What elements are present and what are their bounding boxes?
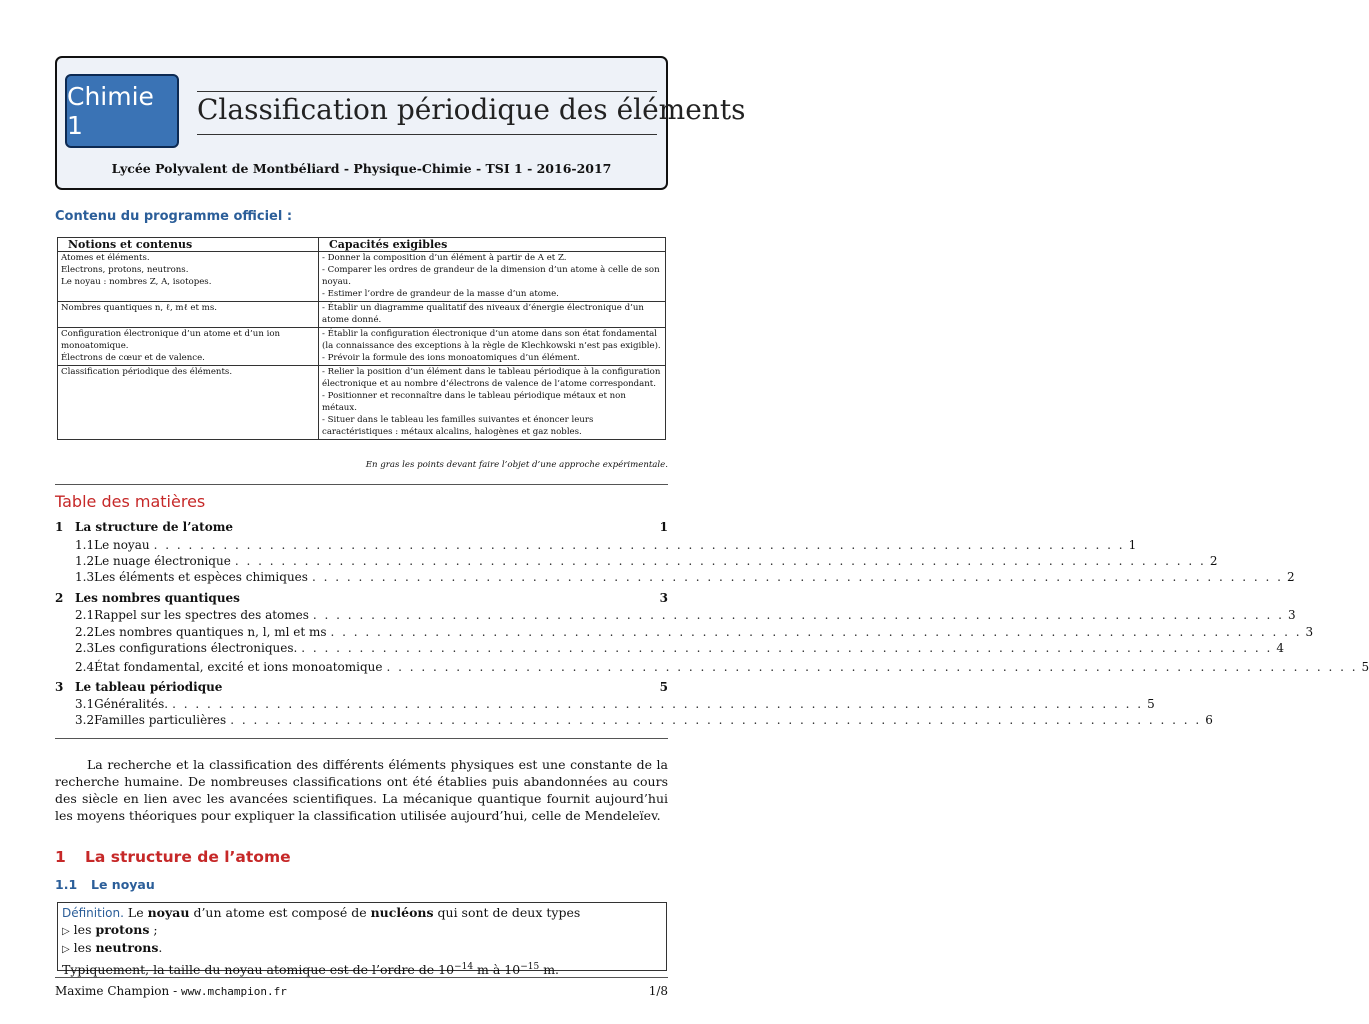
- toc-number: 2.1: [75, 608, 95, 622]
- toc-title: La structure de l’atome: [75, 520, 234, 534]
- page-number: 1/8: [648, 984, 668, 998]
- definition-keyword: Définition.: [62, 906, 124, 920]
- bullet-text: les: [69, 940, 96, 955]
- definition-text: qui sont de deux types: [433, 905, 581, 920]
- bullet-item: [62, 940, 662, 959]
- bullet-item: [62, 922, 662, 941]
- exponent: −14: [454, 961, 474, 972]
- column-header: Capacités exigibles: [319, 238, 666, 252]
- bullet-text: .: [158, 940, 163, 955]
- exponent: −15: [520, 961, 540, 972]
- toc-page: 4: [1276, 641, 1284, 655]
- divider: [55, 738, 668, 739]
- toc-leader: . . . . . . . . . . . . . . . . . . . . . . . . . . . . . . . . . . . . . . . . . . . . . . . . . . . . . . . . . . . . . . . . . . . . . . . . . . . . . . . . . . . .: [153, 538, 1125, 552]
- cell-line: Atomes et éléments.: [61, 253, 150, 263]
- table-cell: [319, 328, 666, 366]
- title-rule: [197, 134, 657, 135]
- toc-title: Familles particulières: [94, 713, 227, 727]
- table-row: [58, 366, 666, 440]
- toc-leader: . . . . . . . . . . . . . . . . . . . . . . . . . . . . . . . . . . . . . . . . . . . . . . . . . . . . . . . . . . . . . . . . . . . . . . . . . . . . . . . . . . . .: [311, 570, 1283, 584]
- toc-number: 3: [55, 680, 64, 694]
- toc-page: 3: [659, 591, 668, 605]
- cell-line: - Prévoir la formule des ions monoatomiques d’un élément.: [322, 353, 580, 363]
- toc-title: Les nombres quantiques n, l, ml et ms: [94, 625, 327, 639]
- definition-line: [62, 905, 662, 922]
- divider: [55, 484, 668, 485]
- toc-title: Les éléments et espèces chimiques: [94, 570, 308, 584]
- definition-text: Le: [123, 905, 148, 920]
- toc-leader: . . . . . . . . . . . . . . . . . . . . . . . . . . . . . . . . . . . . . . . . . . . . . . . . . . . . . . . . . . . . . . . . . . . . . . . . . . . . . . . . . . . .: [312, 608, 1284, 622]
- bullet-text: ;: [149, 921, 158, 937]
- toc-subsection[interactable]: [75, 697, 1155, 711]
- toc-leader: . . . . . . . . . . . . . . . . . . . . . . . . . . . . . . . . . . . . . . . . . . . . . . . . . . . . . . . . . . . . . . . . . . . . . . . . . . . . . . . . . . . .: [172, 697, 1144, 711]
- cell-line: Nombres quantiques n, ℓ, mℓ et ms.: [61, 303, 217, 313]
- website-link[interactable]: www.mchampion.fr: [180, 985, 287, 998]
- table-cell: [58, 302, 319, 328]
- definition-term: noyau: [147, 905, 190, 920]
- cell-line: - Relier la position d’un élément dans le tableau périodique à la configuration électronique et au nombre d’électrons de valence de l’atome correspondant.: [322, 367, 661, 389]
- toc-title: Les configurations électroniques.: [94, 641, 298, 655]
- toc-number: 1.1: [75, 538, 95, 552]
- toc-number: 2.2: [75, 625, 95, 639]
- definition-text: m à 10: [473, 961, 521, 977]
- bullet-text: les: [69, 921, 96, 937]
- toc-leader: . . . . . . . . . . . . . . . . . . . . . . . . . . . . . . . . . . . . . . . . . . . . . . . . . . . . . . . . . . . . . . . . . . . . . . . . . . . . . . . . . . . .: [234, 554, 1206, 568]
- page-title: Classification périodique des éléments: [197, 93, 746, 126]
- toc-number: 1.2: [75, 554, 95, 568]
- title-rule: [197, 91, 657, 92]
- programme-table: [57, 237, 666, 440]
- toc-leader: . . . . . . . . . . . . . . . . . . . . . . . . . . . . . . . . . . . . . . . . . . . . . . . . . . . . . . . . . . . . . . . . . . . . . . . . . . . . . . . . . . . .: [230, 713, 1202, 727]
- toc-subsection[interactable]: [75, 554, 1218, 568]
- toc-title: Le nuage électronique: [94, 554, 231, 568]
- toc-title: État fondamental, excité et ions monoatomique: [94, 660, 383, 674]
- toc-subsection[interactable]: [75, 538, 1137, 552]
- toc-number: 3.1: [75, 697, 95, 711]
- toc-heading: Table des matières: [55, 492, 206, 511]
- cell-line: - Estimer l’ordre de grandeur de la masse d’un atome.: [322, 289, 559, 299]
- cell-line: Classification périodique des éléments.: [61, 367, 233, 377]
- toc-number: 2.3: [75, 641, 95, 655]
- toc-number: 3.2: [75, 713, 95, 727]
- toc-title: Les nombres quantiques: [75, 591, 240, 605]
- cell-line: - Donner la composition d’un élément à partir de A et Z.: [322, 253, 567, 263]
- toc-subsection[interactable]: [75, 570, 1295, 584]
- toc-section[interactable]: [55, 680, 668, 694]
- table-cell: [319, 252, 666, 302]
- intro-paragraph: La recherche et la classification des différents éléments physiques est une constante de la recherche humaine. De nombreuses classifications ont été établies puis abandonnées au cours des siècle en lien avec les avancées scientifiques. La mécanique quantique fournit aujourd’hui les moyens théoriques pour expliquer la classification utilisée aujourd’hui, celle de Mendeleïev.: [55, 757, 668, 823]
- section-heading: [55, 848, 291, 866]
- cell-line: Électrons de cœur et de valence.: [61, 353, 205, 363]
- toc-title: Généralités.: [94, 697, 169, 711]
- bullet-term: protons: [95, 921, 150, 937]
- toc-subsection[interactable]: [75, 660, 1369, 674]
- toc-subsection[interactable]: [75, 625, 1314, 639]
- table-cell: [319, 366, 666, 440]
- toc-leader: . . . . . . . . . . . . . . . . . . . . . . . . . . . . . . . . . . . . . . . . . . . . . . . . . . . . . . . . . . . . . . . . . . . . . . . . . . . . . . . . . . . .: [301, 641, 1273, 655]
- toc-leader: . . . . . . . . . . . . . . . . . . . . . . . . . . . . . . . . . . . . . . . . . . . . . . . . . . . . . . . . . . . . . . . . . . . . . . . . . . . . . . . . . . . .: [386, 660, 1358, 674]
- cell-line: - Comparer les ordres de grandeur de la dimension d’un atome à celle de son noyau.: [322, 265, 660, 287]
- table-header-row: [58, 238, 666, 252]
- cell-line: - Positionner et reconnaître dans le tableau périodique métaux et non métaux.: [322, 391, 626, 413]
- toc-page: 5: [659, 680, 668, 694]
- toc-page: 2: [1286, 570, 1295, 584]
- footer-author: [55, 984, 287, 998]
- toc-page: 5: [1361, 660, 1369, 674]
- bullet-marker: ▷: [62, 944, 70, 955]
- subsection-number: 1.1: [55, 877, 78, 892]
- table-row: [58, 302, 666, 328]
- toc-number: 1.3: [75, 570, 95, 584]
- section-title: La structure de l’atome: [85, 848, 291, 866]
- toc-page: 2: [1209, 554, 1218, 568]
- cell-line: - Établir un diagramme qualitatif des niveaux d’énergie électronique d’un atome donné.: [322, 303, 644, 325]
- toc-subsection[interactable]: [75, 713, 1213, 727]
- programme-heading: Contenu du programme officiel :: [55, 209, 293, 224]
- toc-title: Le tableau périodique: [75, 680, 223, 694]
- toc-page: 1: [1128, 538, 1137, 552]
- author-name: Maxime Champion -: [55, 984, 181, 998]
- footer-divider: [55, 977, 668, 978]
- cell-line: - Situer dans le tableau les familles suivantes et énoncer leurs caractéristiques : métaux alcalins, halogènes et gaz nobles.: [322, 415, 594, 437]
- toc-page: 1: [659, 520, 668, 534]
- column-header: Notions et contenus: [58, 238, 319, 252]
- table-cell: [58, 366, 319, 440]
- toc-leader: . . . . . . . . . . . . . . . . . . . . . . . . . . . . . . . . . . . . . . . . . . . . . . . . . . . . . . . . . . . . . . . . . . . . . . . . . . . . . . . . . . . .: [330, 625, 1302, 639]
- cell-line: Electrons, protons, neutrons.: [61, 265, 189, 275]
- toc-section[interactable]: [55, 591, 668, 605]
- toc-page: 5: [1147, 697, 1155, 711]
- toc-section[interactable]: [55, 520, 668, 534]
- cell-line: Le noyau : nombres Z, A, isotopes.: [61, 277, 212, 287]
- subsection-heading: [55, 877, 155, 892]
- table-cell: [58, 252, 319, 302]
- toc-number: 2: [55, 591, 64, 605]
- toc-page: 3: [1305, 625, 1314, 639]
- toc-number: 2.4: [75, 660, 95, 674]
- definition-text: m.: [539, 961, 560, 977]
- toc-subsection[interactable]: [75, 608, 1296, 622]
- subsection-title: Le noyau: [91, 877, 155, 892]
- toc-page: 3: [1287, 608, 1296, 622]
- header-box: [55, 56, 746, 190]
- table-row: [58, 328, 666, 366]
- definition-box: [57, 902, 667, 977]
- cell-line: - Établir la configuration électronique d’un atome dans son état fondamental (la connaissance des exceptions à la règle de Klechkowski n’est pas exigible).: [322, 329, 661, 351]
- chapter-tag: Chimie 1: [65, 74, 179, 148]
- section-number: 1: [55, 848, 66, 866]
- table-row: [58, 252, 666, 302]
- programme-note: En gras les points devant faire l’objet d’une approche expérimentale.: [365, 460, 668, 470]
- definition-term: nucléons: [370, 905, 434, 920]
- bullet-term: neutrons: [95, 940, 159, 955]
- toc-title: Rappel sur les spectres des atomes: [94, 608, 309, 622]
- definition-size-line: [62, 959, 662, 979]
- toc-subsection[interactable]: [75, 641, 1284, 655]
- subtitle: Lycée Polyvalent de Montbéliard - Physique-Chimie - TSI 1 - 2016-2017: [111, 161, 612, 176]
- toc-page: 6: [1205, 713, 1213, 727]
- table-cell: [319, 302, 666, 328]
- table-cell: [58, 328, 319, 366]
- definition-text: d’un atome est composé de: [189, 905, 371, 920]
- bullet-marker: ▷: [62, 925, 70, 937]
- toc-title: Le noyau: [94, 538, 150, 552]
- toc-number: 1: [55, 520, 64, 534]
- cell-line: Configuration électronique d’un atome et d’un ion monoatomique.: [61, 329, 281, 351]
- definition-text: Typiquement, la taille du noyau atomique est de l’ordre de 10: [62, 961, 455, 977]
